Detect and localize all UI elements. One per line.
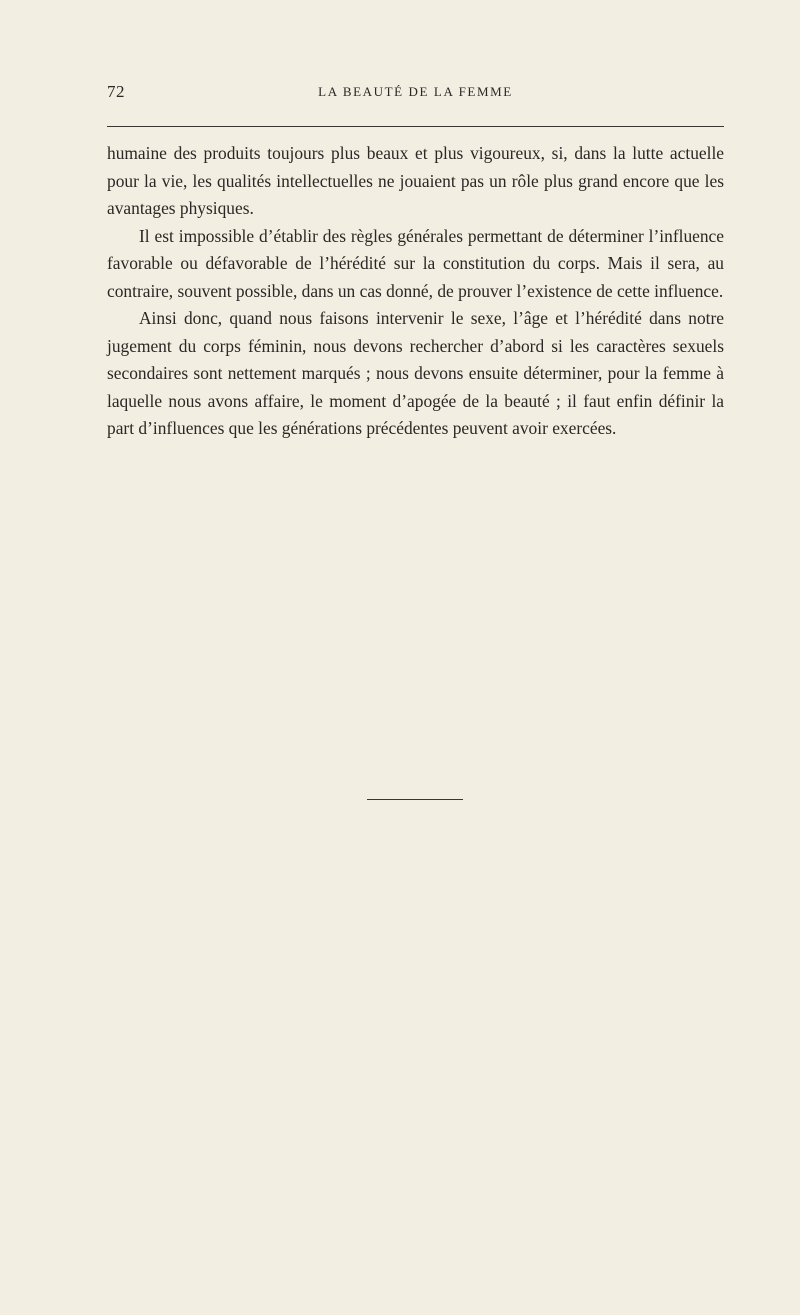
section-end-rule bbox=[367, 799, 463, 800]
running-title: LA BEAUTÉ DE LA FEMME bbox=[318, 84, 513, 99]
page-number: 72 bbox=[107, 82, 125, 101]
header-rule bbox=[107, 126, 724, 127]
body-text bbox=[107, 140, 724, 443]
page-header bbox=[107, 82, 724, 106]
paragraph-continuation: humaine des produits toujours plus beaux et plus vigoureux, si, dans la lutte actuelle pour la vie, les qualités intellectuelles ne jouaient pas un rôle plus grand encore que les avantages physiques. bbox=[107, 143, 724, 218]
paragraph-conclusion: Ainsi donc, quand nous faisons intervenir le sexe, l’âge et l’hérédité dans notre jugement du corps féminin, nous devons rechercher d’abord si les caractères sexuels secondaires sont nettement marqués ; nous devons ensuite déterminer, pour la femme à laquelle nous avons affaire, le moment d’apogée de la beauté ; il faut enfin définir la part d’influences que les générations précédentes peuvent avoir exercées. bbox=[107, 308, 724, 438]
paragraph-heredity: Il est impossible d’établir des règles générales permettant de déterminer l’influence favorable ou défavorable de l’hérédité sur la constitution du corps. Mais il sera, au contraire, souvent possible, dans un cas donné, de prouver l’existence de cette influence. bbox=[107, 225, 724, 301]
